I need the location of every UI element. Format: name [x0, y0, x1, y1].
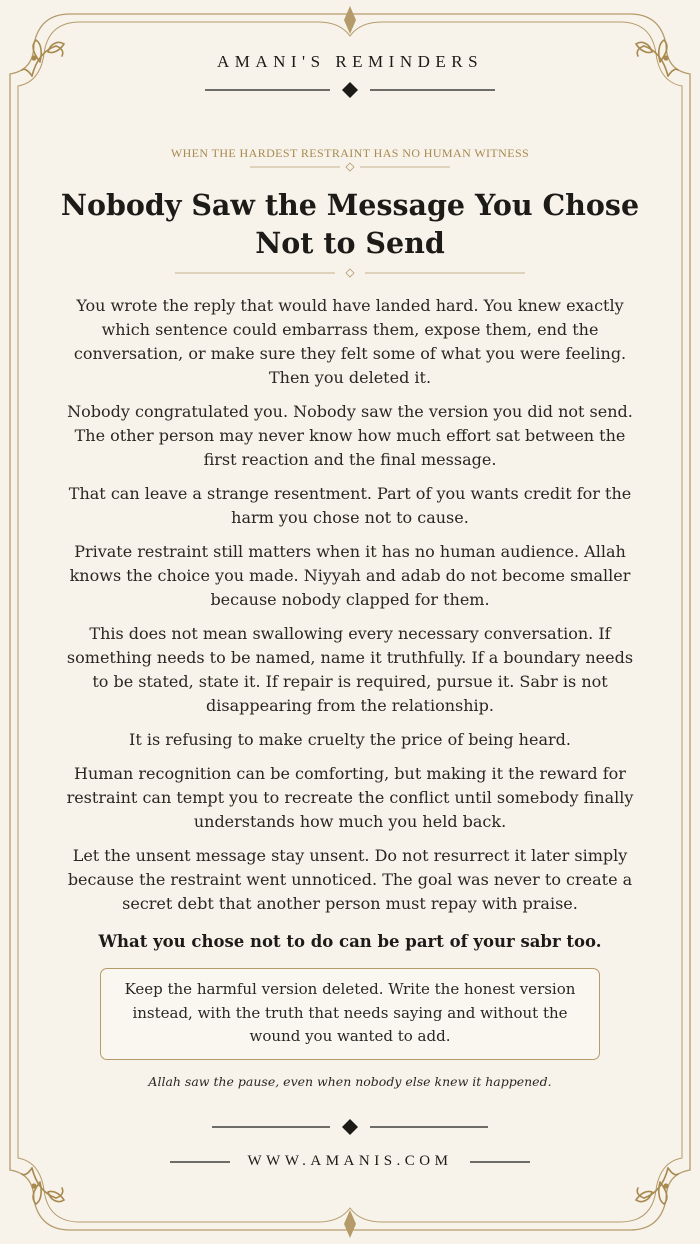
callout-box: Keep the harmful version deleted. Write the honest version instead, with the truth that needs saying and without the wound you wanted to add. [100, 968, 600, 1060]
paragraph: This does not mean swallowing every necessary conversation. If something needs to be named, name it truthfully. If a boundary needs to be stated, state it. If repair is required, pursue it. Sabr is not disappearing from the relationship. [66, 624, 634, 715]
signoff-line: Allah saw the pause, even when nobody else knew it happened. [148, 1073, 552, 1089]
paragraph: That can leave a strange resentment. Part of you wants credit for the harm you chose not to cause. [68, 484, 632, 527]
paragraph: It is refusing to make cruelty the price of being heard. [129, 730, 571, 749]
brand-title: AMANI'S REMINDERS [216, 52, 484, 71]
paragraph: Private restraint still matters when it has no human audience. Allah knows the choice you made. Niyyah and adab do not become smaller because nobody clapped for them. [69, 542, 631, 609]
website-link[interactable]: WWW.AMANIS.COM [247, 1153, 453, 1169]
paragraph: Nobody congratulated you. Nobody saw the version you did not send. The other person may never know how much effort sat between the first reaction and the final message. [67, 402, 633, 469]
article-kicker: WHEN THE HARDEST RESTRAINT HAS NO HUMAN WITNESS [170, 146, 530, 160]
article-title: Nobody Saw the Message You Chose Not to Send [60, 188, 640, 260]
article-body [66, 294, 634, 1094]
paragraph: You wrote the reply that would have landed hard. You knew exactly which sentence could embarrass them, expose them, end the conversation, or make sure they felt some of what you were feeling. Then you deleted it. [73, 296, 627, 387]
emphasis-line: What you chose not to do can be part of your sabr too. [98, 932, 602, 951]
paragraph: Let the unsent message stay unsent. Do not resurrect it later simply because the restraint went unnoticed. The goal was never to create a secret debt that another person must repay with praise. [67, 846, 633, 913]
paragraph: Human recognition can be comforting, but making it the reward for restraint can tempt you to recreate the conflict until somebody finally understands how much you held back. [66, 764, 634, 831]
